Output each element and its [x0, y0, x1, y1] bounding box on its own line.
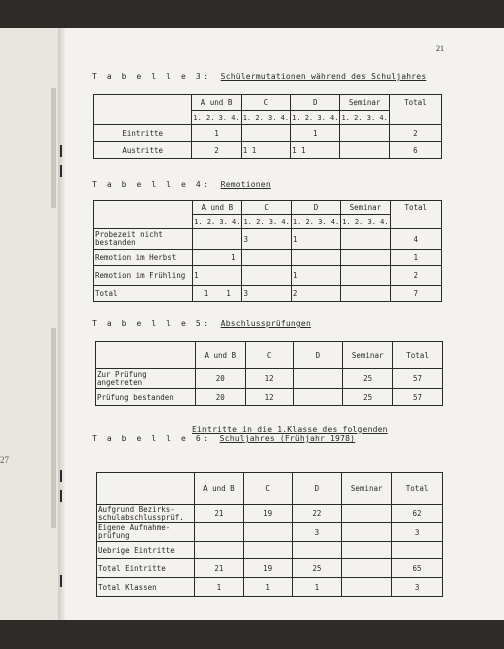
cell [293, 389, 343, 406]
cell [341, 229, 390, 250]
table6-header: Seminar [342, 473, 392, 505]
left-page-number: 27 [0, 455, 9, 465]
cell [342, 559, 392, 578]
cell [293, 369, 343, 389]
table4-header: Total [390, 201, 441, 229]
cell [193, 229, 242, 250]
table-row [96, 369, 443, 389]
document-page [58, 28, 504, 620]
table6-caption-line2: Schuljahres (Frühjahr 1978) [219, 434, 356, 443]
table3-header: A und B [192, 95, 241, 111]
cell [242, 266, 291, 286]
cell: 3 [242, 229, 291, 250]
table-row [94, 266, 442, 286]
cell: 3 [392, 578, 443, 597]
cell: 1 1 [241, 142, 290, 159]
cell: 2 [192, 142, 241, 159]
cell [392, 542, 443, 559]
bleed-through [51, 88, 56, 208]
cell [243, 523, 292, 542]
cell [243, 542, 292, 559]
cell: 21 [194, 559, 243, 578]
cell [340, 125, 389, 142]
cell: 19 [243, 559, 292, 578]
cell: 1 1 [291, 142, 340, 159]
cell: 57 [393, 369, 443, 389]
cell [341, 286, 390, 302]
cell: 20 [195, 389, 245, 406]
table4-label: T a b e l l e 4: [92, 180, 211, 189]
table3-header: C [241, 95, 290, 111]
table3-corner [94, 95, 192, 125]
row-label: Total Eintritte [97, 559, 195, 578]
cell: 25 [343, 369, 393, 389]
table6-caption-line1: Eintritte in die 1.Klasse des folgenden [192, 425, 388, 434]
table3 [93, 94, 442, 159]
table3-subheader: 1. 2. 3. 4. [340, 111, 389, 125]
table4-header: C [242, 201, 291, 215]
cell: 1 [292, 578, 342, 597]
table-row [94, 142, 442, 159]
row-label: Total Klassen [97, 578, 195, 597]
cell [342, 523, 392, 542]
table6-header: D [292, 473, 342, 505]
row-label: Zur Prüfung angetreten [96, 369, 196, 389]
table-row [94, 286, 442, 302]
row-label: Remotion im Herbst [94, 250, 193, 266]
cell: 20 [195, 369, 245, 389]
cell [292, 542, 342, 559]
cell [194, 523, 243, 542]
table-row [97, 578, 443, 597]
table3-subheader: 1. 2. 3. 4. [291, 111, 340, 125]
table3-title [92, 72, 426, 81]
table-row [96, 389, 443, 406]
row-label: Uebrige Eintritte [97, 542, 195, 559]
cell: 57 [393, 389, 443, 406]
table4 [93, 200, 442, 302]
cell: 1 [291, 266, 340, 286]
cell: 3 [392, 523, 443, 542]
cell: 1 [390, 250, 441, 266]
cell [242, 250, 291, 266]
cell: 2 [291, 286, 340, 302]
cell: 6 [389, 142, 441, 159]
table6 [96, 472, 443, 597]
cell: 2 [390, 266, 441, 286]
row-label: Aufgrund Bezirks-schulabschlussprüf. [97, 505, 195, 523]
row-label: Eigene Aufnahme-prüfung [97, 523, 195, 542]
table5-header: A und B [195, 342, 245, 369]
table-row [97, 559, 443, 578]
cell: 65 [392, 559, 443, 578]
table5-caption: Abschlussprüfungen [220, 319, 311, 328]
cell: 3 [292, 523, 342, 542]
cell [291, 250, 340, 266]
row-label: Prüfung bestanden [96, 389, 196, 406]
table5-header: C [245, 342, 293, 369]
cell [241, 125, 290, 142]
table-row [97, 523, 443, 542]
table6-corner [97, 473, 195, 505]
cell [342, 505, 392, 523]
table3-subheader: 1. 2. 3. 4. [241, 111, 290, 125]
table4-caption: Remotionen [220, 180, 271, 189]
row-label: Probezeit nicht bestanden [94, 229, 193, 250]
cell: 1 [291, 229, 340, 250]
cell: 1 [193, 250, 242, 266]
table4-header: A und B [193, 201, 242, 215]
cell: 1 1 [193, 286, 242, 302]
cell [342, 542, 392, 559]
table4-title [92, 180, 271, 189]
table-row [94, 229, 442, 250]
cell: 2 [389, 125, 441, 142]
binding-mark [60, 575, 62, 587]
cell: 25 [343, 389, 393, 406]
table6-header: C [243, 473, 292, 505]
cell: 12 [245, 369, 293, 389]
table6-title [92, 425, 388, 443]
table5-corner [96, 342, 196, 369]
cell: 25 [292, 559, 342, 578]
table3-caption: Schülermutationen während des Schuljahres [220, 72, 427, 81]
table4-subheader: 1. 2. 3. 4. [193, 215, 242, 229]
table5-label: T a b e l l e 5: [92, 319, 211, 328]
table5-title [92, 319, 311, 328]
table4-corner [94, 201, 193, 229]
cell: 1 [194, 578, 243, 597]
row-label: Austritte [94, 142, 192, 159]
cell: 1 [291, 125, 340, 142]
table4-subheader: 1. 2. 3. 4. [242, 215, 291, 229]
cell [194, 542, 243, 559]
table-row [97, 542, 443, 559]
binding-fold [58, 28, 66, 620]
left-page-edge [0, 28, 58, 620]
row-label: Remotion im Frühling [94, 266, 193, 286]
table4-subheader: 1. 2. 3. 4. [291, 215, 340, 229]
table4-subheader: 1. 2. 3. 4. [341, 215, 390, 229]
row-label: Eintritte [94, 125, 192, 142]
cell: 1 [192, 125, 241, 142]
cell: 12 [245, 389, 293, 406]
cell [341, 250, 390, 266]
table5-header: D [293, 342, 343, 369]
table3-header: Seminar [340, 95, 389, 111]
cell: 62 [392, 505, 443, 523]
table3-header: D [291, 95, 340, 111]
cell [342, 578, 392, 597]
table3-subheader: 1. 2. 3. 4. [192, 111, 241, 125]
table5-header: Seminar [343, 342, 393, 369]
bleed-through [51, 328, 56, 528]
cell: 7 [390, 286, 441, 302]
cell: 4 [390, 229, 441, 250]
table5 [95, 341, 443, 406]
table3-label: T a b e l l e 3: [92, 72, 211, 81]
table4-header: D [291, 201, 340, 215]
binding-mark [60, 145, 62, 157]
cell: 19 [243, 505, 292, 523]
binding-mark [60, 470, 62, 482]
table-row [94, 250, 442, 266]
table-row [97, 505, 443, 523]
table4-header: Seminar [341, 201, 390, 215]
table6-header: Total [392, 473, 443, 505]
cell: 21 [194, 505, 243, 523]
cell [341, 266, 390, 286]
binding-mark [60, 165, 62, 177]
page-number: 21 [436, 44, 444, 53]
table6-header: A und B [194, 473, 243, 505]
binding-mark [60, 490, 62, 502]
cell [340, 142, 389, 159]
cell: 1 [243, 578, 292, 597]
table5-header: Total [393, 342, 443, 369]
table-row [94, 125, 442, 142]
table6-label: T a b e l l e 6: [92, 434, 211, 443]
cell: 3 [242, 286, 291, 302]
cell: 22 [292, 505, 342, 523]
cell: 1 [193, 266, 242, 286]
table3-header: Total [389, 95, 441, 125]
row-label: Total [94, 286, 193, 302]
